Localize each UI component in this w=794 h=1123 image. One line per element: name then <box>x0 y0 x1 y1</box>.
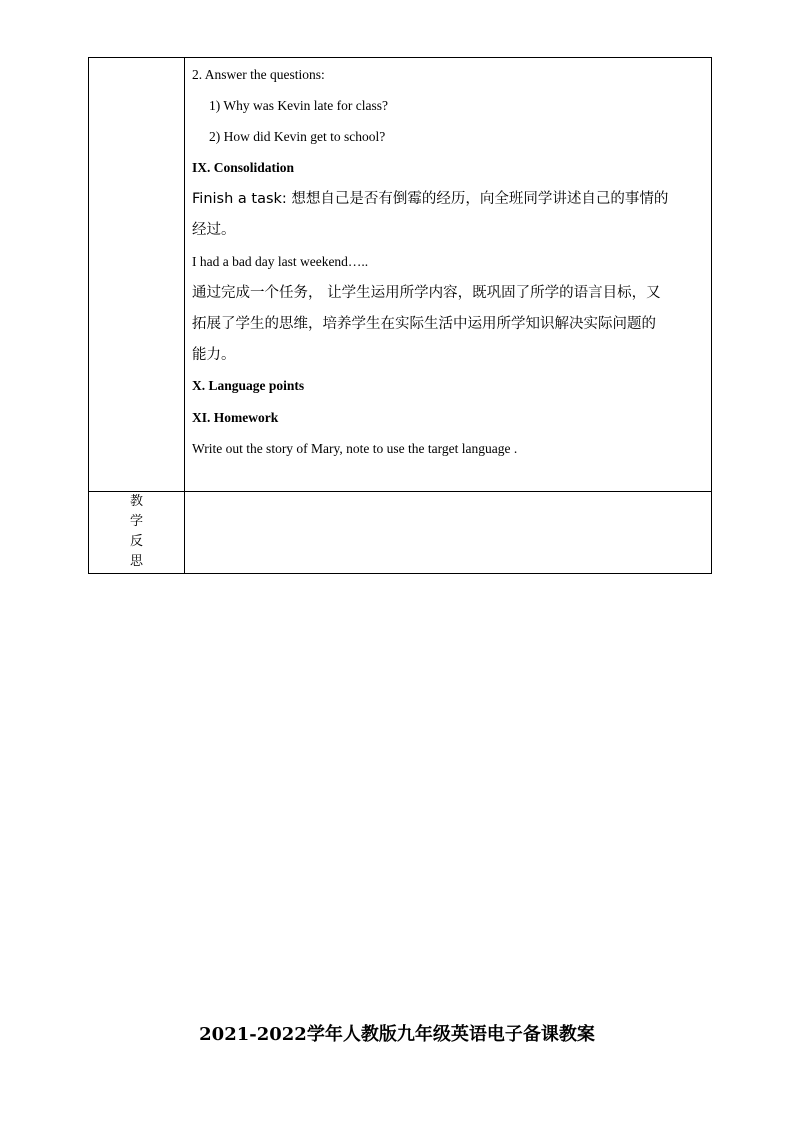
homework-heading: XI. Homework <box>192 410 279 425</box>
question-1: 1) Why was Kevin late for class? <box>209 98 388 113</box>
task-line-2: 经过。 <box>192 222 236 238</box>
purpose-line-1: 通过完成一个任务， 让学生运用所学内容，既巩固了所学的语言目标，又 <box>192 285 661 301</box>
reflection-content-cell <box>185 492 711 573</box>
reflection-label-char: 反 <box>129 534 143 549</box>
footer-title: 2021-2022学年人教版九年级英语电子备课教案 <box>199 1024 595 1045</box>
consolidation-heading: IX. Consolidation <box>192 160 295 175</box>
example-sentence: I had a bad day last weekend….. <box>192 254 369 269</box>
lesson-plan-table <box>88 57 712 574</box>
question-2: 2) How did Kevin get to school? <box>209 129 386 144</box>
language-points-heading: X. Language points <box>192 378 305 393</box>
reflection-label-char: 学 <box>129 514 143 529</box>
purpose-line-3: 能力。 <box>192 347 236 363</box>
reflection-label-char: 思 <box>129 554 143 569</box>
purpose-line-2: 拓展了学生的思维，培养学生在实际生活中运用所学知识解决实际问题的 <box>192 316 656 332</box>
reflection-label-char: 教 <box>129 494 143 509</box>
answer-heading: 2. Answer the questions: <box>192 67 325 82</box>
task-line-1: Finish a task: 想想自己是否有倒霉的经历，向全班同学讲述自己的事情的 <box>192 191 669 207</box>
homework-text: Write out the story of Mary, note to use the target language . <box>192 441 518 456</box>
reflection-label-cell <box>89 492 184 574</box>
